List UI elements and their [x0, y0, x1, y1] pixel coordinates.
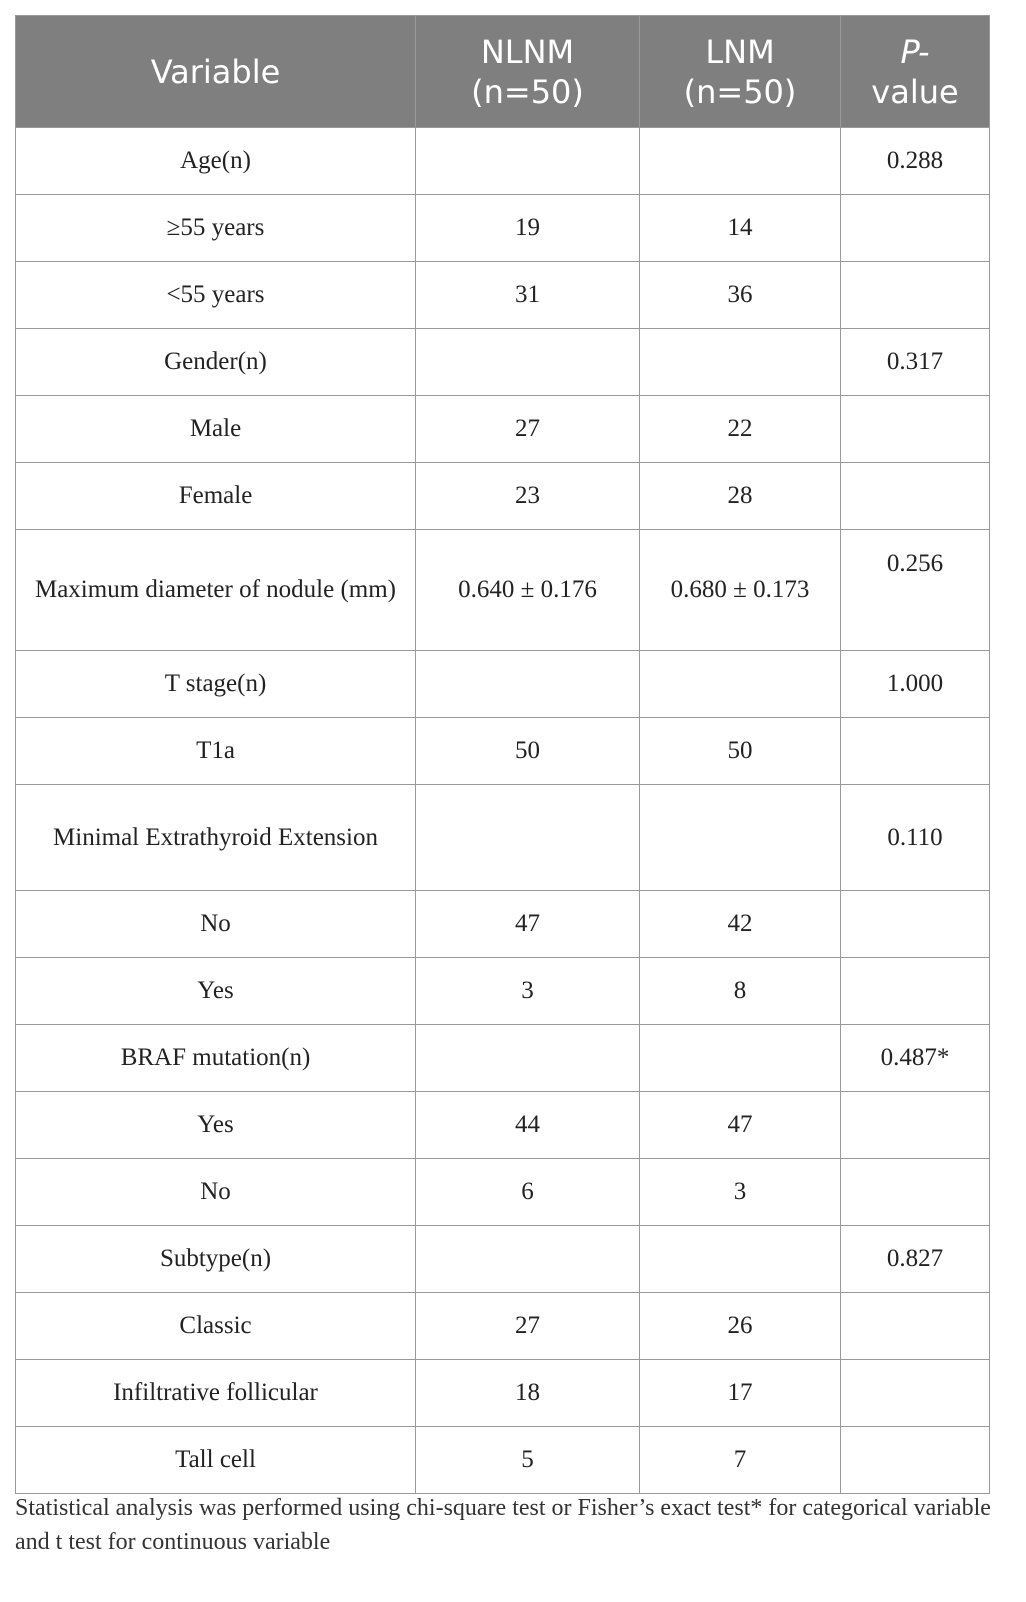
- table-row: [16, 1025, 990, 1092]
- nlnm-cell: 19: [416, 195, 640, 262]
- header-variable-label: Variable: [150, 52, 281, 91]
- nlnm-cell: 47: [416, 891, 640, 958]
- lnm-cell: [640, 785, 841, 891]
- data-table-container: [15, 15, 989, 1494]
- nlnm-cell: 23: [416, 463, 640, 530]
- table-row: [16, 463, 990, 530]
- table-row: [16, 651, 990, 718]
- header-nlnm: [416, 16, 640, 128]
- lnm-cell: 28: [640, 463, 841, 530]
- variable-cell: No: [16, 891, 416, 958]
- nlnm-cell: [416, 128, 640, 195]
- header-variable: [16, 16, 416, 128]
- table-row: [16, 1092, 990, 1159]
- table-row: [16, 1427, 990, 1494]
- variable-cell: Maximum diameter of nodule (mm): [16, 530, 416, 651]
- lnm-cell: 3: [640, 1159, 841, 1226]
- header-lnm-line1: LNM: [705, 32, 775, 71]
- table-row: [16, 262, 990, 329]
- variable-cell: Yes: [16, 1092, 416, 1159]
- header-nlnm-line1: NLNM: [480, 32, 575, 71]
- pvalue-cell: 0.827: [841, 1226, 990, 1293]
- variable-cell: Classic: [16, 1293, 416, 1360]
- header-lnm-line2: (n=50): [683, 72, 797, 111]
- nlnm-cell: [416, 1025, 640, 1092]
- pvalue-cell: [841, 195, 990, 262]
- pvalue-cell: [841, 396, 990, 463]
- variable-cell: Subtype(n): [16, 1226, 416, 1293]
- lnm-cell: 7: [640, 1427, 841, 1494]
- lnm-cell: 36: [640, 262, 841, 329]
- pvalue-cell: [841, 262, 990, 329]
- pvalue-cell: [841, 958, 990, 1025]
- variable-cell: No: [16, 1159, 416, 1226]
- lnm-cell: 17: [640, 1360, 841, 1427]
- pvalue-cell: 1.000: [841, 651, 990, 718]
- table-row: [16, 195, 990, 262]
- variable-cell: Infiltrative follicular: [16, 1360, 416, 1427]
- pvalue-cell: 0.487*: [841, 1025, 990, 1092]
- pvalue-cell: [841, 1427, 990, 1494]
- lnm-cell: 42: [640, 891, 841, 958]
- lnm-cell: 50: [640, 718, 841, 785]
- nlnm-cell: 3: [416, 958, 640, 1025]
- characteristics-table: [15, 15, 990, 1494]
- pvalue-cell: [841, 1360, 990, 1427]
- variable-cell: Male: [16, 396, 416, 463]
- table-row: [16, 1360, 990, 1427]
- nlnm-cell: 50: [416, 718, 640, 785]
- pvalue-cell: [841, 718, 990, 785]
- lnm-cell: 22: [640, 396, 841, 463]
- lnm-cell: [640, 329, 841, 396]
- nlnm-cell: 31: [416, 262, 640, 329]
- nlnm-cell: 0.640 ± 0.176: [416, 530, 640, 651]
- table-footnote: Statistical analysis was performed using chi-square test or Fisher’s exact test* for categorical variable and t test for continuous variable: [15, 1495, 991, 1555]
- table-header: [16, 16, 990, 128]
- table-row: [16, 958, 990, 1025]
- pvalue-cell: [841, 1293, 990, 1360]
- header-pvalue-line2: value: [871, 72, 959, 111]
- pvalue-cell: 0.256: [841, 530, 990, 651]
- table-row: [16, 785, 990, 891]
- table-row: [16, 530, 990, 651]
- lnm-cell: [640, 1025, 841, 1092]
- lnm-cell: 26: [640, 1293, 841, 1360]
- nlnm-cell: [416, 1226, 640, 1293]
- nlnm-cell: 44: [416, 1092, 640, 1159]
- pvalue-cell: [841, 1159, 990, 1226]
- variable-cell: Tall cell: [16, 1427, 416, 1494]
- table-row: [16, 128, 990, 195]
- table-body: [16, 128, 990, 1494]
- pvalue-cell: [841, 1092, 990, 1159]
- table-row: [16, 718, 990, 785]
- table-row: [16, 329, 990, 396]
- variable-cell: Yes: [16, 958, 416, 1025]
- lnm-cell: 0.680 ± 0.173: [640, 530, 841, 651]
- nlnm-cell: [416, 785, 640, 891]
- header-pvalue-line1: P-: [900, 32, 930, 71]
- variable-cell: <55 years: [16, 262, 416, 329]
- nlnm-cell: 27: [416, 1293, 640, 1360]
- nlnm-cell: 5: [416, 1427, 640, 1494]
- variable-cell: ≥55 years: [16, 195, 416, 262]
- variable-cell: Gender(n): [16, 329, 416, 396]
- pvalue-cell: [841, 463, 990, 530]
- variable-cell: BRAF mutation(n): [16, 1025, 416, 1092]
- nlnm-cell: [416, 329, 640, 396]
- lnm-cell: [640, 128, 841, 195]
- variable-cell: T stage(n): [16, 651, 416, 718]
- table-row: [16, 396, 990, 463]
- pvalue-cell: 0.110: [841, 785, 990, 891]
- variable-cell: T1a: [16, 718, 416, 785]
- lnm-cell: [640, 1226, 841, 1293]
- nlnm-cell: [416, 651, 640, 718]
- header-nlnm-line2: (n=50): [471, 72, 584, 111]
- variable-cell: Female: [16, 463, 416, 530]
- nlnm-cell: 18: [416, 1360, 640, 1427]
- nlnm-cell: 6: [416, 1159, 640, 1226]
- header-lnm: [640, 16, 841, 128]
- table-row: [16, 1159, 990, 1226]
- pvalue-cell: 0.288: [841, 128, 990, 195]
- variable-cell: Age(n): [16, 128, 416, 195]
- table-row: [16, 1293, 990, 1360]
- lnm-cell: [640, 651, 841, 718]
- header-pvalue: [841, 16, 990, 128]
- lnm-cell: 8: [640, 958, 841, 1025]
- nlnm-cell: 27: [416, 396, 640, 463]
- lnm-cell: 14: [640, 195, 841, 262]
- header-row: [16, 16, 990, 128]
- pvalue-cell: [841, 891, 990, 958]
- pvalue-cell: 0.317: [841, 329, 990, 396]
- lnm-cell: 47: [640, 1092, 841, 1159]
- table-row: [16, 891, 990, 958]
- variable-cell: Minimal Extrathyroid Extension: [16, 785, 416, 891]
- table-row: [16, 1226, 990, 1293]
